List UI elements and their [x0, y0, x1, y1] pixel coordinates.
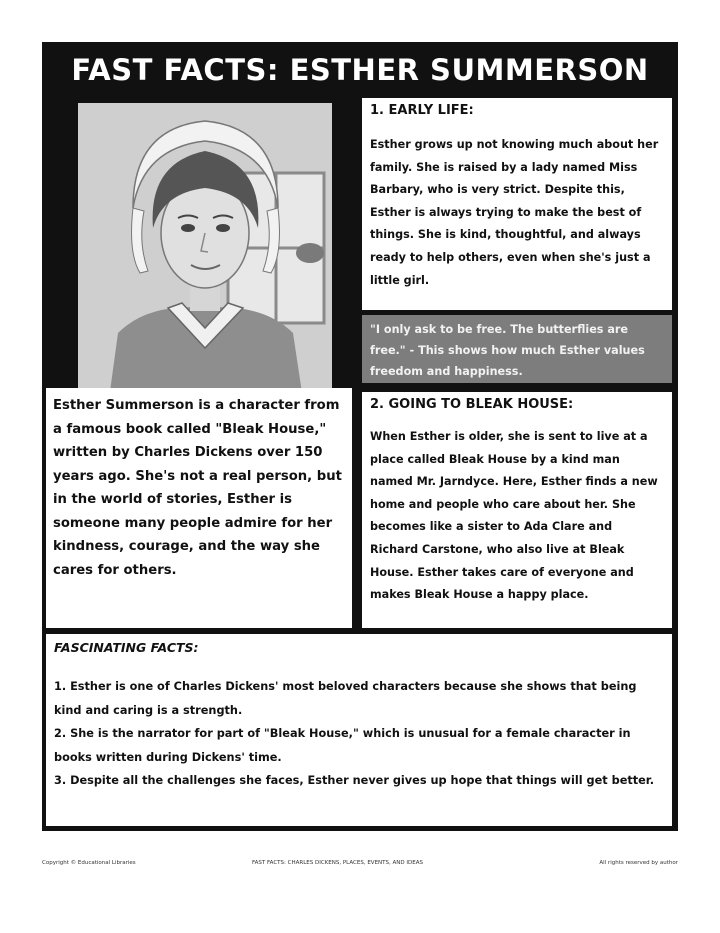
- early-life-box: [362, 98, 672, 310]
- fast-facts-sheet: [42, 42, 678, 831]
- footer-series-title: FAST FACTS: CHARLES DICKENS, PLACES, EVENTS, AND IDEAS: [252, 860, 423, 866]
- intro-box: [46, 388, 352, 628]
- esther-portrait-image: [78, 103, 332, 406]
- fascinating-facts-box: [46, 634, 672, 826]
- fact-item: 3. Despite all the challenges she faces, Esther never gives up hope that things will get better.: [54, 774, 655, 787]
- fact-item: 2. She is the narrator for part of "Bleak House," which is unusual for a female character in books written during Dickens' time.: [54, 727, 631, 764]
- portrait-frame: [46, 98, 352, 414]
- footer-copyright: Copyright © Educational Libraries: [42, 860, 136, 866]
- fact-item: 1. Esther is one of Charles Dickens' most beloved characters because she shows that being kind and caring is a strength.: [54, 680, 637, 717]
- early-life-text: Esther grows up not knowing much about her family. She is raised by a lady named Miss Barbary, who is very strict. Despite this, Esther is always trying to make the best of things. She is kind, thoughtful, and always ready to help others, even when she's just a little girl.: [370, 138, 659, 287]
- footer-rights: All rights reserved by author: [599, 860, 678, 866]
- intro-text: Esther Summerson is a character from a famous book called "Bleak House," written by Charles Dickens over 150 years ago. She's not a real person, but in the world of stories, Esther is someone many people admire for her kindness, courage, and the way she cares for others.: [53, 398, 342, 578]
- facts-heading: FASCINATING FACTS:: [54, 640, 199, 655]
- bleak-house-heading: 2. GOING TO BLEAK HOUSE:: [370, 397, 574, 412]
- bleak-house-text: When Esther is older, she is sent to live at a place called Bleak House by a kind man named Mr. Jarndyce. Here, Esther finds a new home and people who care about her. She becomes like a sister to Ada Clare and Richard Carstone, who also live at Bleak House. Esther takes care of everyone and makes Bleak House a happy place.: [370, 430, 658, 602]
- quote-box: [362, 315, 672, 383]
- early-life-heading: 1. EARLY LIFE:: [370, 103, 474, 118]
- portrait-illustration: [78, 103, 332, 406]
- bleak-house-box: [362, 392, 672, 628]
- quote-text: "I only ask to be free. The butterflies are free." - This shows how much Esther values freedom and happiness.: [370, 323, 645, 378]
- page-title: FAST FACTS: ESTHER SUMMERSON: [71, 53, 649, 87]
